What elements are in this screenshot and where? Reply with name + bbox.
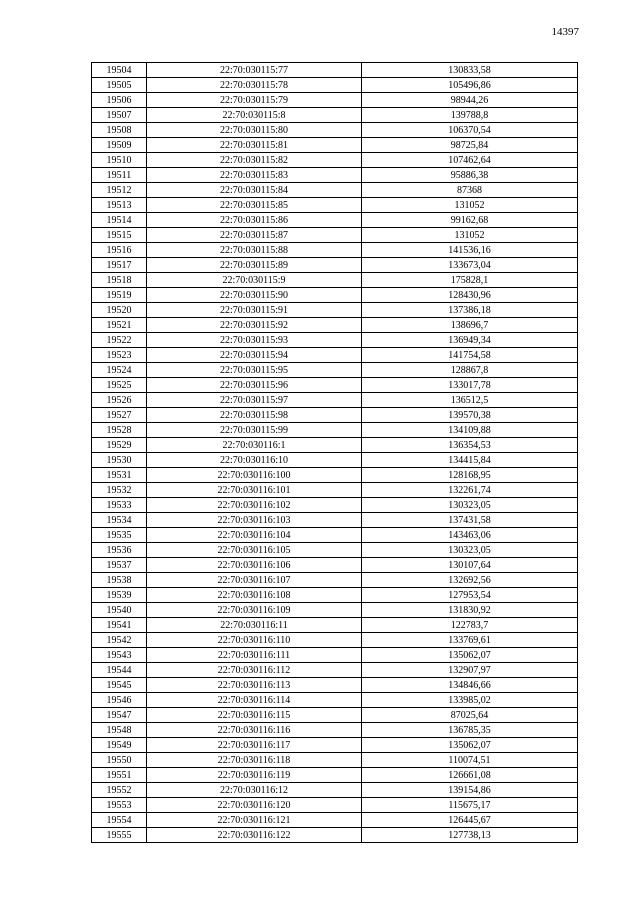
cadastral-value-cell: 136354,53	[362, 438, 578, 453]
row-number-cell: 19515	[92, 228, 147, 243]
cadastral-value-table	[91, 62, 578, 843]
cadastral-value-cell: 98944,26	[362, 93, 578, 108]
cadastral-number-cell: 22:70:030116:119	[147, 768, 362, 783]
page-number: 14397	[551, 26, 579, 38]
row-number-cell: 19551	[92, 768, 147, 783]
cadastral-number-cell: 22:70:030116:116	[147, 723, 362, 738]
cadastral-value-cell: 136949,34	[362, 333, 578, 348]
cadastral-number-cell: 22:70:030116:120	[147, 798, 362, 813]
cadastral-number-cell: 22:70:030115:8	[147, 108, 362, 123]
cadastral-value-cell: 107462,64	[362, 153, 578, 168]
table-row	[92, 93, 578, 108]
cadastral-value-cell: 128430,96	[362, 288, 578, 303]
cadastral-number-cell: 22:70:030115:90	[147, 288, 362, 303]
row-number-cell: 19511	[92, 168, 147, 183]
cadastral-number-cell: 22:70:030116:105	[147, 543, 362, 558]
cadastral-number-cell: 22:70:030115:81	[147, 138, 362, 153]
table-row	[92, 693, 578, 708]
row-number-cell: 19537	[92, 558, 147, 573]
table-row	[92, 378, 578, 393]
cadastral-number-cell: 22:70:030115:97	[147, 393, 362, 408]
table-row	[92, 288, 578, 303]
row-number-cell: 19547	[92, 708, 147, 723]
row-number-cell: 19549	[92, 738, 147, 753]
table-row	[92, 738, 578, 753]
cadastral-value-cell: 128168,95	[362, 468, 578, 483]
table-row	[92, 723, 578, 738]
cadastral-value-cell: 105496,86	[362, 78, 578, 93]
cadastral-number-cell: 22:70:030115:82	[147, 153, 362, 168]
cadastral-value-cell: 127953,54	[362, 588, 578, 603]
row-number-cell: 19548	[92, 723, 147, 738]
cadastral-value-cell: 133769,61	[362, 633, 578, 648]
cadastral-number-cell: 22:70:030116:109	[147, 603, 362, 618]
cadastral-number-cell: 22:70:030115:99	[147, 423, 362, 438]
cadastral-number-cell: 22:70:030115:85	[147, 198, 362, 213]
cadastral-value-cell: 135062,07	[362, 738, 578, 753]
row-number-cell: 19538	[92, 573, 147, 588]
cadastral-value-cell: 175828,1	[362, 273, 578, 288]
row-number-cell: 19531	[92, 468, 147, 483]
row-number-cell: 19526	[92, 393, 147, 408]
cadastral-value-cell: 137431,58	[362, 513, 578, 528]
table-row	[92, 423, 578, 438]
cadastral-number-cell: 22:70:030116:114	[147, 693, 362, 708]
table-row	[92, 798, 578, 813]
table-row	[92, 108, 578, 123]
table-row	[92, 303, 578, 318]
table-row	[92, 258, 578, 273]
row-number-cell: 19542	[92, 633, 147, 648]
cadastral-value-cell: 98725,84	[362, 138, 578, 153]
cadastral-number-cell: 22:70:030115:88	[147, 243, 362, 258]
table-row	[92, 333, 578, 348]
row-number-cell: 19546	[92, 693, 147, 708]
row-number-cell: 19506	[92, 93, 147, 108]
cadastral-value-cell: 130833,58	[362, 63, 578, 78]
table-row	[92, 468, 578, 483]
row-number-cell: 19533	[92, 498, 147, 513]
row-number-cell: 19521	[92, 318, 147, 333]
row-number-cell: 19522	[92, 333, 147, 348]
cadastral-value-cell: 134846,66	[362, 678, 578, 693]
row-number-cell: 19525	[92, 378, 147, 393]
row-number-cell: 19510	[92, 153, 147, 168]
table-row	[92, 543, 578, 558]
cadastral-value-cell: 133985,02	[362, 693, 578, 708]
cadastral-value-cell: 132692,56	[362, 573, 578, 588]
table-row	[92, 168, 578, 183]
cadastral-value-cell: 141754,58	[362, 348, 578, 363]
cadastral-number-cell: 22:70:030116:103	[147, 513, 362, 528]
cadastral-number-cell: 22:70:030115:87	[147, 228, 362, 243]
cadastral-value-cell: 138696,7	[362, 318, 578, 333]
cadastral-value-cell: 134109,88	[362, 423, 578, 438]
cadastral-number-cell: 22:70:030116:11	[147, 618, 362, 633]
cadastral-number-cell: 22:70:030116:111	[147, 648, 362, 663]
cadastral-value-cell: 87368	[362, 183, 578, 198]
cadastral-number-cell: 22:70:030115:79	[147, 93, 362, 108]
cadastral-number-cell: 22:70:030116:121	[147, 813, 362, 828]
row-number-cell: 19523	[92, 348, 147, 363]
table-row	[92, 633, 578, 648]
cadastral-number-cell: 22:70:030115:86	[147, 213, 362, 228]
cadastral-number-cell: 22:70:030115:9	[147, 273, 362, 288]
table-row	[92, 768, 578, 783]
row-number-cell: 19536	[92, 543, 147, 558]
cadastral-number-cell: 22:70:030115:77	[147, 63, 362, 78]
table-row	[92, 663, 578, 678]
cadastral-number-cell: 22:70:030116:106	[147, 558, 362, 573]
cadastral-value-cell: 135062,07	[362, 648, 578, 663]
table-row	[92, 498, 578, 513]
cadastral-value-cell: 131830,92	[362, 603, 578, 618]
cadastral-value-cell: 143463,06	[362, 528, 578, 543]
table-row	[92, 573, 578, 588]
row-number-cell: 19505	[92, 78, 147, 93]
row-number-cell: 19552	[92, 783, 147, 798]
cadastral-value-cell: 136785,35	[362, 723, 578, 738]
table-row	[92, 123, 578, 138]
cadastral-number-cell: 22:70:030116:104	[147, 528, 362, 543]
table-row	[92, 813, 578, 828]
table-row	[92, 828, 578, 843]
table-row	[92, 618, 578, 633]
cadastral-number-cell: 22:70:030116:108	[147, 588, 362, 603]
row-number-cell: 19539	[92, 588, 147, 603]
cadastral-number-cell: 22:70:030115:93	[147, 333, 362, 348]
cadastral-number-cell: 22:70:030116:115	[147, 708, 362, 723]
table-row	[92, 648, 578, 663]
table-row	[92, 453, 578, 468]
table-row	[92, 408, 578, 423]
cadastral-value-cell: 136512,5	[362, 393, 578, 408]
cadastral-number-cell: 22:70:030115:89	[147, 258, 362, 273]
table-row	[92, 513, 578, 528]
cadastral-value-cell: 126445,67	[362, 813, 578, 828]
table-row	[92, 783, 578, 798]
cadastral-number-cell: 22:70:030116:118	[147, 753, 362, 768]
cadastral-value-cell: 128867,8	[362, 363, 578, 378]
cadastral-value-cell: 139788,8	[362, 108, 578, 123]
row-number-cell: 19517	[92, 258, 147, 273]
table-row	[92, 318, 578, 333]
row-number-cell: 19550	[92, 753, 147, 768]
row-number-cell: 19524	[92, 363, 147, 378]
cadastral-value-cell: 130323,05	[362, 543, 578, 558]
cadastral-number-cell: 22:70:030115:84	[147, 183, 362, 198]
table-row	[92, 273, 578, 288]
table-row	[92, 708, 578, 723]
row-number-cell: 19504	[92, 63, 147, 78]
cadastral-number-cell: 22:70:030116:101	[147, 483, 362, 498]
cadastral-number-cell: 22:70:030116:107	[147, 573, 362, 588]
cadastral-number-cell: 22:70:030116:10	[147, 453, 362, 468]
cadastral-number-cell: 22:70:030115:91	[147, 303, 362, 318]
row-number-cell: 19554	[92, 813, 147, 828]
cadastral-number-cell: 22:70:030115:96	[147, 378, 362, 393]
table-row	[92, 198, 578, 213]
table-row	[92, 228, 578, 243]
cadastral-value-cell: 139570,38	[362, 408, 578, 423]
row-number-cell: 19545	[92, 678, 147, 693]
cadastral-number-cell: 22:70:030116:100	[147, 468, 362, 483]
cadastral-number-cell: 22:70:030115:95	[147, 363, 362, 378]
row-number-cell: 19541	[92, 618, 147, 633]
row-number-cell: 19527	[92, 408, 147, 423]
cadastral-number-cell: 22:70:030116:1	[147, 438, 362, 453]
cadastral-value-cell: 133673,04	[362, 258, 578, 273]
cadastral-number-cell: 22:70:030115:98	[147, 408, 362, 423]
table-row	[92, 243, 578, 258]
cadastral-number-cell: 22:70:030116:102	[147, 498, 362, 513]
table-body	[92, 63, 578, 843]
cadastral-number-cell: 22:70:030116:12	[147, 783, 362, 798]
row-number-cell: 19509	[92, 138, 147, 153]
row-number-cell: 19508	[92, 123, 147, 138]
row-number-cell: 19543	[92, 648, 147, 663]
table-row	[92, 438, 578, 453]
row-number-cell: 19530	[92, 453, 147, 468]
cadastral-value-cell: 87025,64	[362, 708, 578, 723]
row-number-cell: 19528	[92, 423, 147, 438]
row-number-cell: 19507	[92, 108, 147, 123]
cadastral-value-cell: 132261,74	[362, 483, 578, 498]
cadastral-value-cell: 133017,78	[362, 378, 578, 393]
row-number-cell: 19513	[92, 198, 147, 213]
cadastral-number-cell: 22:70:030116:113	[147, 678, 362, 693]
table-row	[92, 528, 578, 543]
row-number-cell: 19555	[92, 828, 147, 843]
cadastral-value-cell: 130107,64	[362, 558, 578, 573]
table-row	[92, 63, 578, 78]
row-number-cell: 19514	[92, 213, 147, 228]
cadastral-value-cell: 141536,16	[362, 243, 578, 258]
cadastral-value-cell: 130323,05	[362, 498, 578, 513]
table-row	[92, 393, 578, 408]
cadastral-value-cell: 127738,13	[362, 828, 578, 843]
table-row	[92, 588, 578, 603]
cadastral-value-cell: 99162,68	[362, 213, 578, 228]
cadastral-value-cell: 122783,7	[362, 618, 578, 633]
row-number-cell: 19519	[92, 288, 147, 303]
row-number-cell: 19553	[92, 798, 147, 813]
cadastral-value-cell: 106370,54	[362, 123, 578, 138]
table-row	[92, 348, 578, 363]
table-row	[92, 603, 578, 618]
cadastral-number-cell: 22:70:030115:78	[147, 78, 362, 93]
cadastral-number-cell: 22:70:030116:117	[147, 738, 362, 753]
cadastral-value-cell: 134415,84	[362, 453, 578, 468]
cadastral-number-cell: 22:70:030116:112	[147, 663, 362, 678]
cadastral-number-cell: 22:70:030116:110	[147, 633, 362, 648]
table-row	[92, 678, 578, 693]
row-number-cell: 19520	[92, 303, 147, 318]
table-row	[92, 753, 578, 768]
cadastral-value-cell: 95886,38	[362, 168, 578, 183]
table-row	[92, 213, 578, 228]
cadastral-value-cell: 137386,18	[362, 303, 578, 318]
table-row	[92, 153, 578, 168]
cadastral-value-cell: 139154,86	[362, 783, 578, 798]
table-row	[92, 483, 578, 498]
row-number-cell: 19512	[92, 183, 147, 198]
cadastral-number-cell: 22:70:030116:122	[147, 828, 362, 843]
row-number-cell: 19534	[92, 513, 147, 528]
cadastral-value-cell: 131052	[362, 198, 578, 213]
cadastral-value-cell: 126661,08	[362, 768, 578, 783]
table-row	[92, 138, 578, 153]
cadastral-number-cell: 22:70:030115:94	[147, 348, 362, 363]
cadastral-value-cell: 115675,17	[362, 798, 578, 813]
table-row	[92, 558, 578, 573]
cadastral-number-cell: 22:70:030115:83	[147, 168, 362, 183]
cadastral-value-cell: 132907,97	[362, 663, 578, 678]
cadastral-number-cell: 22:70:030115:92	[147, 318, 362, 333]
row-number-cell: 19535	[92, 528, 147, 543]
row-number-cell: 19540	[92, 603, 147, 618]
row-number-cell: 19544	[92, 663, 147, 678]
table-row	[92, 78, 578, 93]
row-number-cell: 19518	[92, 273, 147, 288]
cadastral-value-cell: 110074,51	[362, 753, 578, 768]
row-number-cell: 19529	[92, 438, 147, 453]
table-row	[92, 183, 578, 198]
row-number-cell: 19516	[92, 243, 147, 258]
table-row	[92, 363, 578, 378]
cadastral-value-cell: 131052	[362, 228, 578, 243]
cadastral-number-cell: 22:70:030115:80	[147, 123, 362, 138]
row-number-cell: 19532	[92, 483, 147, 498]
